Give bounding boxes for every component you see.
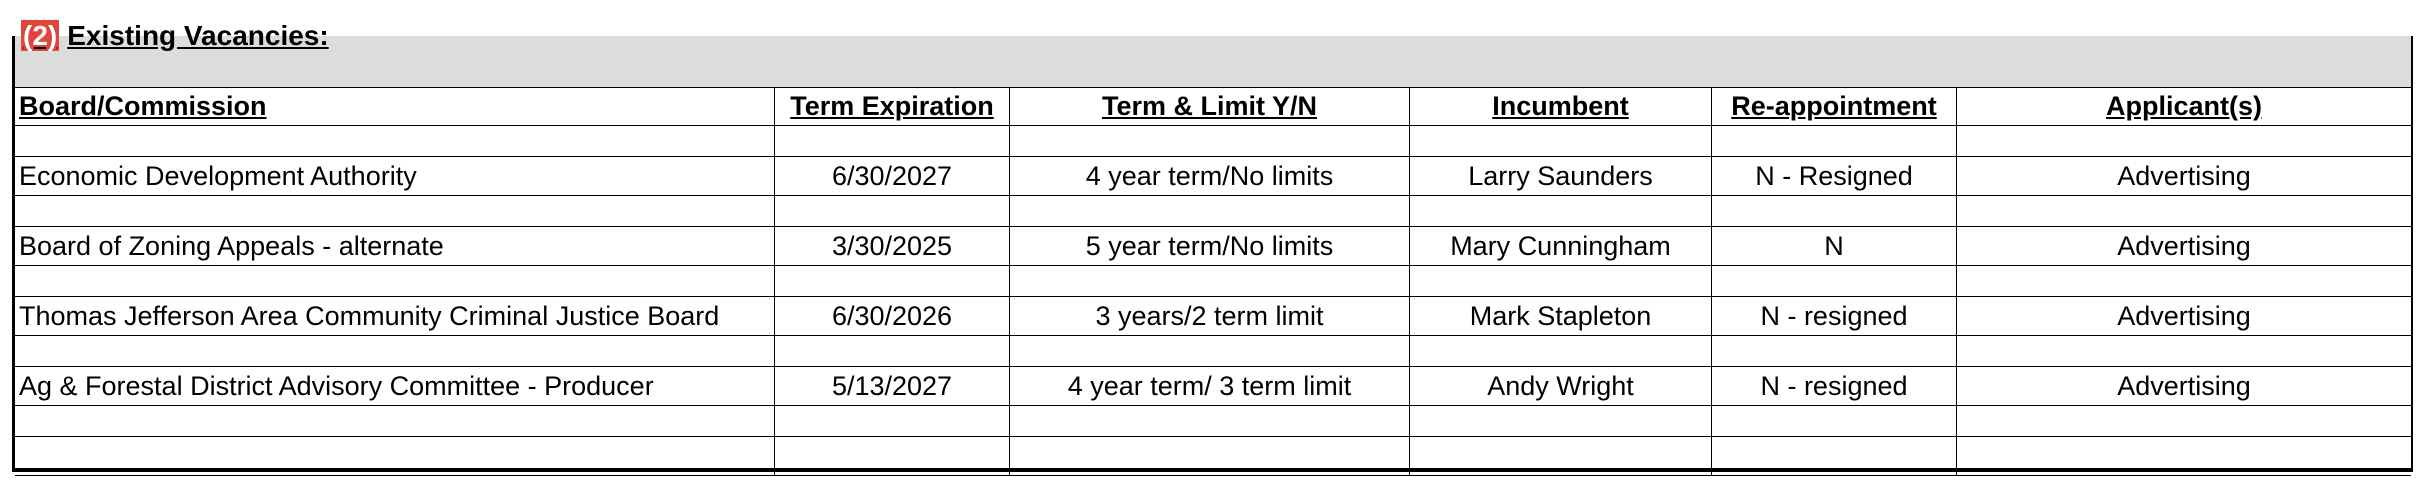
header-incumbent: Incumbent xyxy=(1410,88,1712,125)
table-spacer-row xyxy=(15,336,2411,367)
cell-reappointment: N - resigned xyxy=(1712,367,1957,405)
cell-incumbent xyxy=(1410,406,1712,436)
table-spacer-row xyxy=(15,196,2411,227)
cell-applicants: Advertising xyxy=(2117,230,2251,261)
cell-applicants xyxy=(1957,196,2411,226)
cell-applicants xyxy=(1957,437,2411,475)
cell-term-limit xyxy=(1010,266,1410,296)
cell-board-commission xyxy=(15,406,775,436)
cell-term-expiration: 5/13/2027 xyxy=(775,367,1010,405)
cell-reappointment xyxy=(1712,126,1957,156)
cell-incumbent xyxy=(1410,126,1712,156)
cell-term-limit: 4 year term/ 3 term limit xyxy=(1010,367,1410,405)
table-row xyxy=(15,367,2411,406)
cell-board-commission xyxy=(15,126,775,156)
cell-term-expiration: 6/30/2027 xyxy=(775,157,1010,195)
cell-applicants xyxy=(1957,406,2411,436)
cell-term-expiration xyxy=(775,336,1010,366)
cell-applicants: Advertising xyxy=(2117,370,2251,401)
cell-reappointment: N - Resigned xyxy=(1712,157,1957,195)
cell-reappointment: N - resigned xyxy=(1712,297,1957,335)
table-header-row xyxy=(15,88,2411,126)
cell-incumbent xyxy=(1410,336,1712,366)
cell-term-expiration: 6/30/2026 xyxy=(775,297,1010,335)
table-row xyxy=(15,157,2411,196)
cell-term-limit xyxy=(1010,126,1410,156)
cell-board-commission xyxy=(15,336,775,366)
vacancies-sheet xyxy=(12,20,2413,472)
cell-reappointment xyxy=(1712,336,1957,366)
table-row xyxy=(15,227,2411,266)
table-spacer-row xyxy=(15,406,2411,437)
cell-term-limit: 4 year term/No limits xyxy=(1010,157,1410,195)
cell-applicants: Advertising xyxy=(2117,160,2251,191)
cell-incumbent: Mark Stapleton xyxy=(1410,297,1712,335)
cell-term-limit: 3 years/2 term limit xyxy=(1010,297,1410,335)
table-row xyxy=(15,297,2411,336)
cell-board-commission xyxy=(15,196,775,226)
cell-board-commission: Thomas Jefferson Area Community Criminal Justice Board xyxy=(15,297,775,335)
cell-reappointment xyxy=(1712,437,1957,475)
cell-reappointment: N xyxy=(1712,227,1957,265)
section-header-strip xyxy=(15,20,2411,88)
cell-term-expiration xyxy=(775,196,1010,226)
cell-incumbent: Andy Wright xyxy=(1410,367,1712,405)
cell-term-limit xyxy=(1010,406,1410,436)
header-reappointment: Re-appointment xyxy=(1712,88,1957,125)
header-term-limit: Term & Limit Y/N xyxy=(1010,88,1410,125)
table-spacer-row xyxy=(15,437,2411,476)
cell-board-commission xyxy=(15,266,775,296)
header-term-expiration: Term Expiration xyxy=(775,88,1010,125)
cell-term-expiration xyxy=(775,126,1010,156)
cell-board-commission: Board of Zoning Appeals - alternate xyxy=(15,227,775,265)
cell-term-expiration xyxy=(775,406,1010,436)
cell-board-commission xyxy=(15,437,775,475)
cell-board-commission: Economic Development Authority xyxy=(15,157,775,195)
header-board-commission: Board/Commission xyxy=(15,88,775,125)
cell-term-limit xyxy=(1010,437,1410,475)
cell-applicants xyxy=(1957,266,2411,296)
cell-term-limit xyxy=(1010,336,1410,366)
cell-term-expiration xyxy=(775,266,1010,296)
cell-applicants: Advertising xyxy=(2117,300,2251,331)
cell-incumbent xyxy=(1410,196,1712,226)
cell-incumbent xyxy=(1410,266,1712,296)
cell-applicants xyxy=(1957,126,2411,156)
cell-board-commission: Ag & Forestal District Advisory Committee - Producer xyxy=(15,367,775,405)
cell-reappointment xyxy=(1712,196,1957,226)
cell-reappointment xyxy=(1712,266,1957,296)
table-spacer-row xyxy=(15,126,2411,157)
cell-term-limit xyxy=(1010,196,1410,226)
section-number: (2) xyxy=(23,20,58,51)
section-title xyxy=(21,20,329,52)
header-applicants: Applicant(s) xyxy=(2105,91,2262,121)
cell-incumbent xyxy=(1410,437,1712,475)
cell-reappointment xyxy=(1712,406,1957,436)
cell-incumbent: Larry Saunders xyxy=(1410,157,1712,195)
cell-incumbent: Mary Cunningham xyxy=(1410,227,1712,265)
cell-term-expiration xyxy=(775,437,1010,475)
cell-applicants xyxy=(1957,336,2411,366)
table-spacer-row xyxy=(15,266,2411,297)
cell-term-limit: 5 year term/No limits xyxy=(1010,227,1410,265)
section-title-text: Existing Vacancies: xyxy=(67,20,329,51)
cell-term-expiration: 3/30/2025 xyxy=(775,227,1010,265)
